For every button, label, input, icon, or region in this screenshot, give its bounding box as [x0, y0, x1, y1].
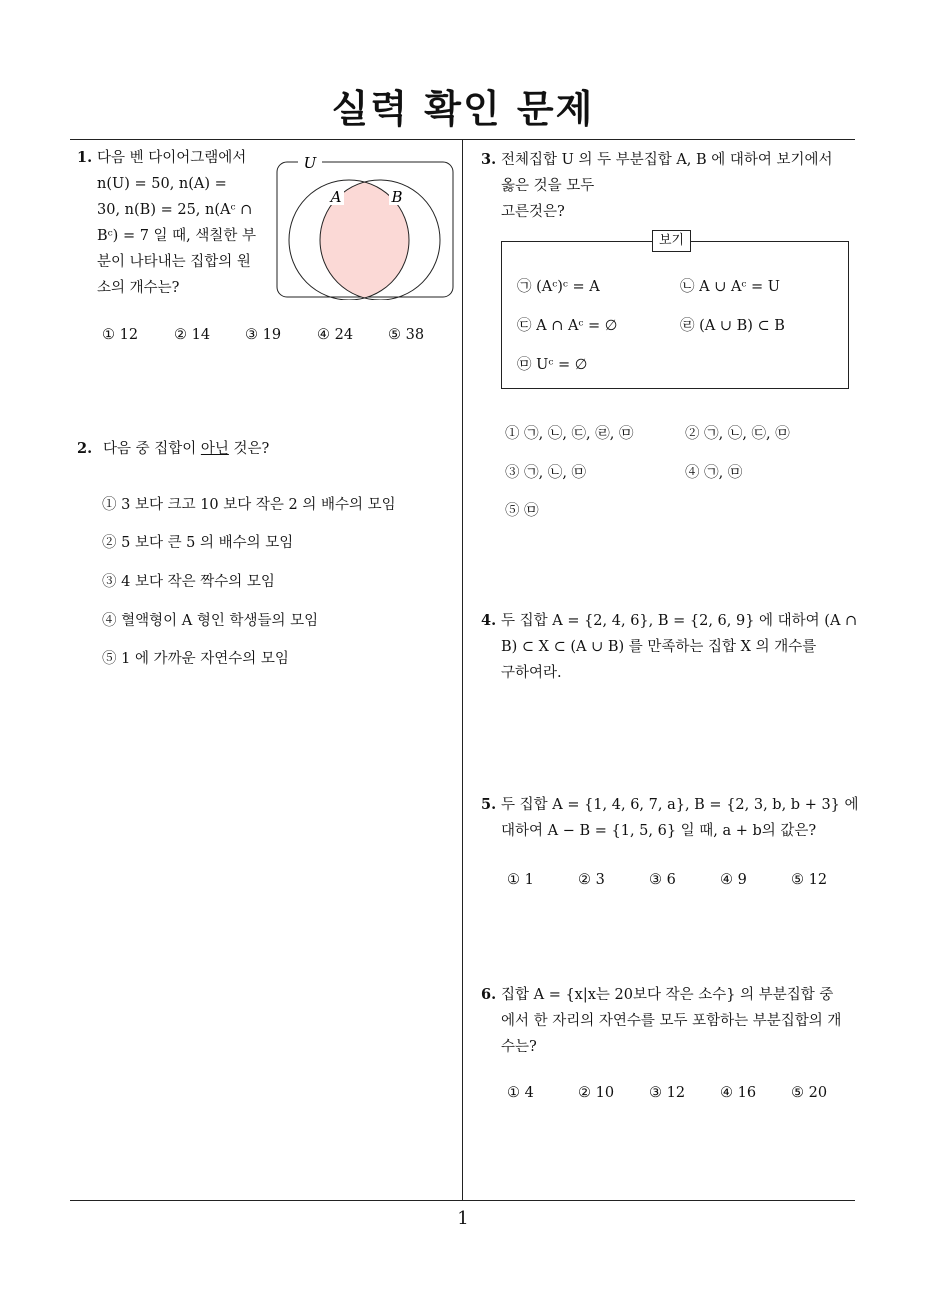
- choice-5[interactable]: ⑤ 12: [791, 872, 828, 888]
- page-number: 1: [457, 1208, 469, 1229]
- underlined-word: 아닌: [200, 441, 229, 457]
- bogi-item-2: ㉡ A ∪ Aᶜ = U: [680, 279, 781, 295]
- choice-1[interactable]: ① 12: [102, 327, 139, 343]
- option-4[interactable]: ④ 혈액형이 A 형인 학생들의 모임: [102, 613, 319, 629]
- choice-3[interactable]: ③ ㉠, ㉡, ㉤: [505, 465, 587, 481]
- label-a: A: [330, 188, 342, 206]
- choice-4[interactable]: ④ 16: [720, 1085, 757, 1101]
- choice-1[interactable]: ① 1: [507, 872, 534, 888]
- choice-5[interactable]: ⑤ ㉤: [505, 503, 539, 519]
- choice-3[interactable]: ③ 19: [245, 327, 282, 343]
- option-3[interactable]: ③ 4 보다 작은 짝수의 모임: [102, 574, 275, 590]
- bogi-item-5: ㉤ Uᶜ = ∅: [517, 357, 588, 373]
- choice-4[interactable]: ④ 9: [720, 872, 747, 888]
- question-text: 두 집합 A = {1, 4, 6, 7, a}, B = {2, 3, b, b + 3} 에 대하여 A − B = {1, 5, 6} 일 때, a + b의 값은?: [501, 797, 859, 839]
- bogi-item-3: ㉢ A ∩ Aᶜ = ∅: [517, 318, 618, 334]
- choice-3[interactable]: ③ 6: [649, 872, 676, 888]
- column-divider: [462, 139, 463, 1200]
- choice-5[interactable]: ⑤ 38: [388, 327, 425, 343]
- choice-2[interactable]: ② 10: [578, 1085, 615, 1101]
- label-b: B: [391, 188, 403, 206]
- bogi-item-1: ㉠ (Aᶜ)ᶜ = A: [517, 279, 600, 295]
- option-1[interactable]: ① 3 보다 크고 10 보다 작은 2 의 배수의 모임: [102, 497, 396, 513]
- bottom-rule: [70, 1200, 855, 1201]
- choice-1[interactable]: ① ㉠, ㉡, ㉢, ㉣, ㉤: [505, 426, 634, 442]
- question-text: 다음 벤 다이어그램에서 n(U) = 50, n(A) = 30, n(B) = 25, n(Aᶜ ∩ Bᶜ) = 7 일 때, 색칠한 부 분이 나타내는 집합의 원 소의 개수는?: [97, 150, 257, 296]
- choice-1[interactable]: ① 4: [507, 1085, 534, 1101]
- bogi-item-4: ㉣ (A ∪ B) ⊂ B: [680, 318, 785, 334]
- choice-5[interactable]: ⑤ 20: [791, 1085, 828, 1101]
- page-title: 실력 확인 문제: [331, 87, 595, 131]
- question-number: 5.: [481, 796, 497, 813]
- question-text: 집합 A = {x|x는 20보다 작은 소수} 의 부분집합 중 에서 한 자리의 자연수를 모두 포함하는 부분집합의 개 수는?: [501, 987, 842, 1055]
- option-5[interactable]: ⑤ 1 에 가까운 자연수의 모임: [102, 651, 289, 667]
- question-number: 6.: [481, 986, 497, 1003]
- bogi-label: 보기: [652, 230, 691, 252]
- option-2[interactable]: ② 5 보다 큰 5 의 배수의 모임: [102, 535, 294, 551]
- choice-4[interactable]: ④ 24: [317, 327, 354, 343]
- question-text: 전체집합 U 의 두 부분집합 A, B 에 대하여 보기에서 옳은 것을 모두 고른것은?: [501, 152, 833, 220]
- choice-4[interactable]: ④ ㉠, ㉤: [685, 465, 743, 481]
- question-text: 두 집합 A = {2, 4, 6}, B = {2, 6, 9} 에 대하여 (A ∩ B) ⊂ X ⊂ (A ∪ B) 를 만족하는 집합 X 의 개수를 구하여라.: [501, 613, 858, 681]
- choice-2[interactable]: ② ㉠, ㉡, ㉢, ㉤: [685, 426, 790, 442]
- question-number: 2.: [77, 440, 93, 457]
- choice-2[interactable]: ② 3: [578, 872, 605, 888]
- venn-diagram: [276, 150, 456, 300]
- question-number: 3.: [481, 151, 497, 168]
- label-u: U: [303, 154, 317, 172]
- question-number: 4.: [481, 612, 497, 629]
- question-number: 1.: [77, 149, 93, 166]
- choice-3[interactable]: ③ 12: [649, 1085, 686, 1101]
- question-text: 다음 중 집합이 아닌 것은?: [103, 441, 270, 457]
- choice-2[interactable]: ② 14: [174, 327, 211, 343]
